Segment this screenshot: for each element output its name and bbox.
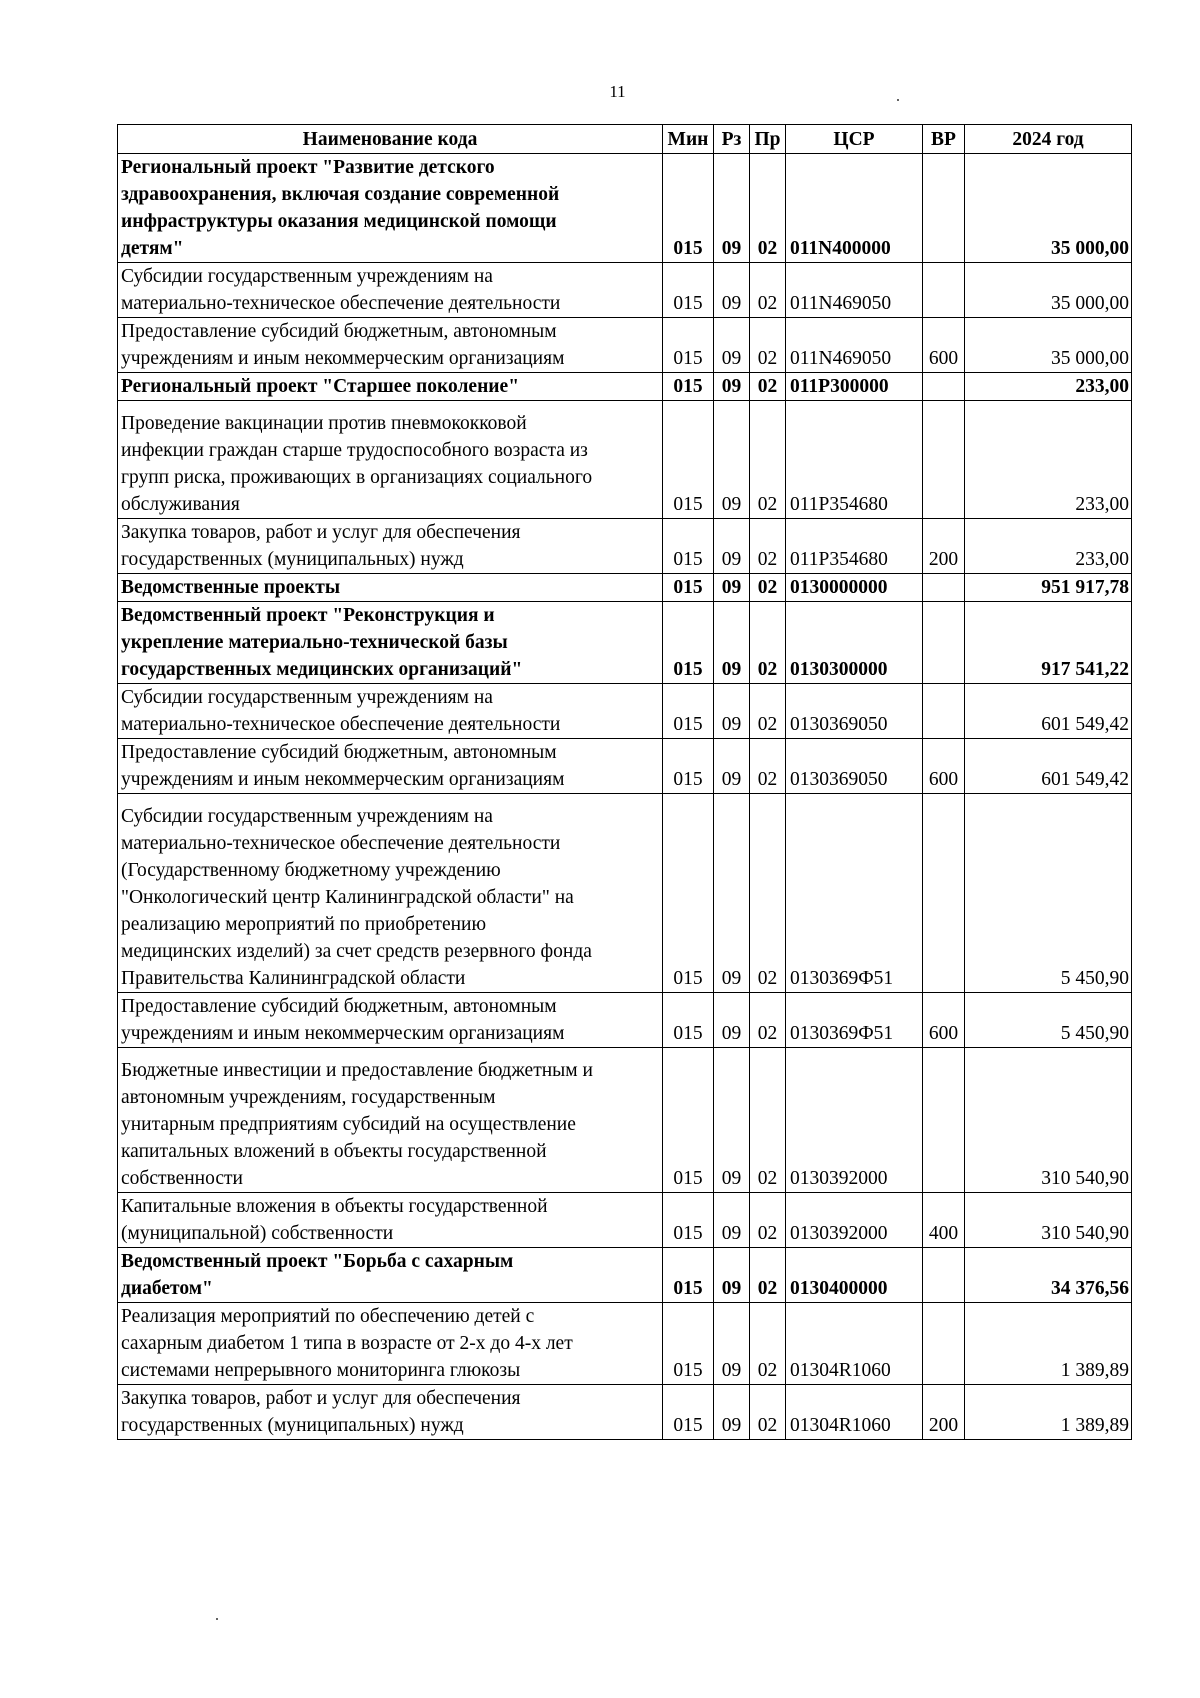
row-amount-cell: 34 376,56 [965,1248,1132,1303]
row-min-cell: 015 [663,794,714,993]
row-name-cell [118,794,663,993]
row-pr-cell: 02 [750,1303,786,1385]
row-rz-cell: 09 [714,401,750,519]
row-rz-cell: 09 [714,263,750,318]
row-vr-cell: 400 [923,1193,965,1248]
row-name-line: медицинских изделий) за счет средств резервного фонда [121,941,592,962]
row-min-cell: 015 [663,574,714,602]
table-row [118,1248,1132,1303]
row-name-cell [118,318,663,373]
row-pr-cell: 02 [750,1193,786,1248]
row-csr-cell: 011P300000 [786,373,923,401]
row-name-line: (Государственному бюджетному учреждению [121,860,501,881]
row-name-line: системами непрерывного мониторинга глюкозы [121,1360,521,1381]
table-row [118,373,1132,401]
row-amount-cell: 310 540,90 [965,1193,1132,1248]
row-name-line: Субсидии государственным учреждениям на [121,687,493,708]
row-name-line: учреждениям и иным некоммерческим организациям [121,348,565,369]
row-rz-cell: 09 [714,574,750,602]
row-amount-cell: 310 540,90 [965,1048,1132,1193]
header-rz: Рз [714,125,750,154]
row-rz-cell: 09 [714,794,750,993]
row-name-line: (муниципальной) собственности [121,1223,394,1244]
row-csr-cell: 0130300000 [786,602,923,684]
row-name-line: государственных (муниципальных) нужд [121,1415,464,1436]
row-name-cell [118,993,663,1048]
row-name-line: Региональный проект "Старшее поколение" [121,376,520,397]
row-vr-cell: 200 [923,1385,965,1440]
table-row [118,263,1132,318]
table-header-row [118,125,1132,154]
row-vr-cell: 600 [923,993,965,1048]
header-min: Мин [663,125,714,154]
row-name-line: Бюджетные инвестиции и предоставление бюджетным и [121,1060,593,1081]
row-amount-cell: 601 549,42 [965,684,1132,739]
row-name-cell [118,574,663,602]
table-row [118,401,1132,519]
row-min-cell: 015 [663,1193,714,1248]
row-csr-cell: 0130369050 [786,739,923,794]
row-csr-cell: 011N469050 [786,263,923,318]
row-name-line: реализацию мероприятий по приобретению [121,914,487,935]
table-row [118,684,1132,739]
row-name-line: инфраструктуры оказания медицинской помощи [121,211,557,232]
table-row [118,154,1132,263]
row-name-line: Предоставление субсидий бюджетным, автономным [121,321,557,342]
row-csr-cell: 0130369Ф51 [786,993,923,1048]
row-min-cell: 015 [663,1385,714,1440]
row-vr-cell: 600 [923,739,965,794]
row-csr-cell: 011P354680 [786,519,923,574]
row-min-cell: 015 [663,739,714,794]
row-amount-cell: 233,00 [965,373,1132,401]
row-min-cell: 015 [663,684,714,739]
row-amount-cell: 5 450,90 [965,993,1132,1048]
row-name-line: учреждениям и иным некоммерческим организациям [121,1023,565,1044]
row-min-cell: 015 [663,1303,714,1385]
row-amount-cell: 951 917,78 [965,574,1132,602]
row-amount-cell: 1 389,89 [965,1385,1132,1440]
row-name-line: инфекции граждан старше трудоспособного возраста из [121,440,588,461]
row-amount-cell: 5 450,90 [965,794,1132,993]
row-pr-cell: 02 [750,318,786,373]
row-name-line: Правительства Калининградской области [121,968,466,989]
row-pr-cell: 02 [750,739,786,794]
row-csr-cell: 01304R1060 [786,1385,923,1440]
row-pr-cell: 02 [750,684,786,739]
row-vr-cell [923,602,965,684]
row-csr-cell: 011P354680 [786,401,923,519]
row-min-cell: 015 [663,519,714,574]
row-name-line: Предоставление субсидий бюджетным, автономным [121,742,557,763]
row-name-line: Ведомственные проекты [121,577,341,598]
row-name-line: укрепление материально-технической базы [121,632,508,653]
row-pr-cell: 02 [750,519,786,574]
row-min-cell: 015 [663,993,714,1048]
row-name-cell [118,1248,663,1303]
row-name-line: здравоохранения, включая создание современной [121,184,560,205]
row-rz-cell: 09 [714,602,750,684]
row-csr-cell: 0130392000 [786,1048,923,1193]
table-row [118,602,1132,684]
row-name-cell [118,684,663,739]
row-name-line: обслуживания [121,494,240,515]
row-pr-cell: 02 [750,794,786,993]
row-name-cell [118,373,663,401]
row-pr-cell: 02 [750,602,786,684]
row-rz-cell: 09 [714,373,750,401]
table-row [118,519,1132,574]
row-csr-cell: 0130000000 [786,574,923,602]
row-rz-cell: 09 [714,318,750,373]
row-min-cell: 015 [663,154,714,263]
row-vr-cell [923,373,965,401]
row-name-cell [118,1048,663,1193]
row-name-line: сахарным диабетом 1 типа в возрасте от 2-х до 4-х лет [121,1333,573,1354]
row-name-cell [118,602,663,684]
row-pr-cell: 02 [750,373,786,401]
row-pr-cell: 02 [750,574,786,602]
row-csr-cell: 0130392000 [786,1193,923,1248]
row-pr-cell: 02 [750,263,786,318]
row-name-line: Закупка товаров, работ и услуг для обеспечения [121,1388,521,1409]
row-rz-cell: 09 [714,1385,750,1440]
row-rz-cell: 09 [714,993,750,1048]
row-vr-cell [923,401,965,519]
row-min-cell: 015 [663,318,714,373]
row-min-cell: 015 [663,1248,714,1303]
row-name-cell [118,1193,663,1248]
row-name-line: Ведомственный проект "Реконструкция и [121,605,495,626]
row-csr-cell: 011N400000 [786,154,923,263]
row-amount-cell: 1 389,89 [965,1303,1132,1385]
row-pr-cell: 02 [750,1048,786,1193]
table-row [118,739,1132,794]
row-name-line: материально-техническое обеспечение деятельности [121,833,561,854]
scan-speck [216,1618,218,1620]
row-name-cell [118,401,663,519]
row-name-line: собственности [121,1168,243,1189]
table-row [118,574,1132,602]
row-csr-cell: 0130369050 [786,684,923,739]
row-vr-cell [923,1248,965,1303]
budget-table [117,124,1132,1440]
row-vr-cell: 600 [923,318,965,373]
row-amount-cell: 35 000,00 [965,154,1132,263]
row-rz-cell: 09 [714,1048,750,1193]
row-name-cell [118,519,663,574]
row-name-line: Капитальные вложения в объекты государственной [121,1196,548,1217]
row-name-line: государственных медицинских организаций" [121,659,523,680]
header-pr: Пр [750,125,786,154]
row-name-cell [118,154,663,263]
row-vr-cell [923,1303,965,1385]
row-pr-cell: 02 [750,993,786,1048]
row-name-line: диабетом" [121,1278,213,1299]
row-name-line: групп риска, проживающих в организациях социального [121,467,593,488]
row-csr-cell: 0130369Ф51 [786,794,923,993]
table-row [118,794,1132,993]
row-pr-cell: 02 [750,154,786,263]
row-rz-cell: 09 [714,1303,750,1385]
row-name-line: Закупка товаров, работ и услуг для обеспечения [121,522,521,543]
row-name-line: Субсидии государственным учреждениям на [121,806,493,827]
row-rz-cell: 09 [714,1248,750,1303]
scan-speck [897,99,899,101]
row-name-line: Предоставление субсидий бюджетным, автономным [121,996,557,1017]
row-name-line: материально-техническое обеспечение деятельности [121,293,561,314]
row-min-cell: 015 [663,1048,714,1193]
row-amount-cell: 233,00 [965,519,1132,574]
row-vr-cell [923,684,965,739]
row-amount-cell: 35 000,00 [965,318,1132,373]
row-min-cell: 015 [663,401,714,519]
row-name-line: детям" [121,238,184,259]
row-name-line: учреждениям и иным некоммерческим организациям [121,769,565,790]
row-vr-cell [923,1048,965,1193]
row-csr-cell: 0130400000 [786,1248,923,1303]
row-name-line: материально-техническое обеспечение деятельности [121,714,561,735]
row-name-cell [118,263,663,318]
row-rz-cell: 09 [714,684,750,739]
header-name: Наименование кода [118,125,663,154]
table-row [118,993,1132,1048]
table-body [118,154,1132,1440]
row-csr-cell: 011N469050 [786,318,923,373]
row-name-line: Реализация мероприятий по обеспечению детей с [121,1306,535,1327]
row-rz-cell: 09 [714,154,750,263]
row-rz-cell: 09 [714,519,750,574]
row-name-line: государственных (муниципальных) нужд [121,549,464,570]
page-number: 11 [609,82,626,101]
row-vr-cell [923,574,965,602]
row-min-cell: 015 [663,602,714,684]
row-name-line: капитальных вложений в объекты государственной [121,1141,547,1162]
table-row [118,1193,1132,1248]
row-name-line: "Онкологический центр Калининградской области" на [121,887,574,908]
row-amount-cell: 233,00 [965,401,1132,519]
row-vr-cell [923,154,965,263]
row-name-line: Ведомственный проект "Борьба с сахарным [121,1251,514,1272]
row-pr-cell: 02 [750,1385,786,1440]
row-name-cell [118,1385,663,1440]
row-name-line: унитарным предприятиям субсидий на осуществление [121,1114,576,1135]
row-rz-cell: 09 [714,739,750,794]
row-amount-cell: 35 000,00 [965,263,1132,318]
row-name-line: Региональный проект "Развитие детского [121,157,495,178]
row-rz-cell: 09 [714,1193,750,1248]
table-row [118,318,1132,373]
row-name-cell [118,739,663,794]
row-min-cell: 015 [663,373,714,401]
row-amount-cell: 601 549,42 [965,739,1132,794]
row-min-cell: 015 [663,263,714,318]
table-row [118,1385,1132,1440]
row-pr-cell: 02 [750,1248,786,1303]
row-name-cell [118,1303,663,1385]
header-year: 2024 год [965,125,1132,154]
row-amount-cell: 917 541,22 [965,602,1132,684]
row-vr-cell [923,794,965,993]
table-row [118,1048,1132,1193]
row-name-line: Субсидии государственным учреждениям на [121,266,493,287]
table-row [118,1303,1132,1385]
header-vr: ВР [923,125,965,154]
row-name-line: автономным учреждениям, государственным [121,1087,496,1108]
header-csr: ЦСР [786,125,923,154]
row-vr-cell [923,263,965,318]
row-name-line: Проведение вакцинации против пневмококковой [121,413,527,434]
row-pr-cell: 02 [750,401,786,519]
row-csr-cell: 01304R1060 [786,1303,923,1385]
row-vr-cell: 200 [923,519,965,574]
